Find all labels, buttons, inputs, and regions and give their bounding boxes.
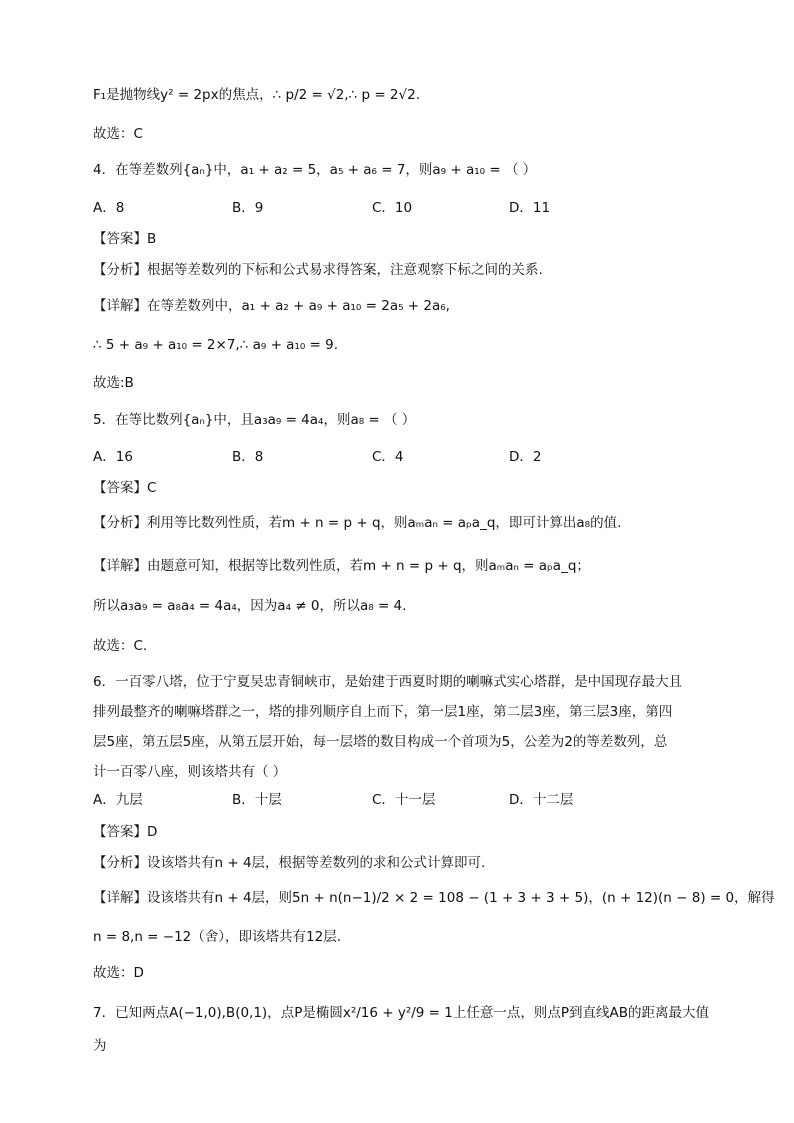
text-line: 4．在等差数列{aₙ}中，a₁ + a₂ = 5，a₅ + a₆ = 7，则a₉ + a₁₀ = （ ） [93, 162, 537, 178]
text-line: n = 8,n = −12（舍），即该塔共有12层. [93, 929, 341, 945]
text-line: 所以a₃a₉ = a₈a₄ = 4a₄，因为a₄ ≠ 0，所以a₈ = 4. [93, 598, 407, 614]
text-line: 计一百零八座，则该塔共有（ ） [93, 764, 287, 780]
answer-option: D．2 [509, 449, 542, 465]
text-line: 【分析】根据等差数列的下标和公式易求得答案，注意观察下标之间的关系. [93, 262, 543, 278]
text-line: 层5座，第五层5座，从第五层开始，每一层塔的数目构成一个首项为5，公差为2的等差数列，总 [93, 734, 668, 750]
text-line: 故选：C [93, 126, 143, 142]
text-line: 为 [93, 1038, 107, 1054]
text-line: 【详解】设该塔共有n + 4层，则5n + n(n−1)/2 × 2 = 108 − (1 + 3 + 3 + 5)，(n + 12)(n − 8) = 0，解得 [93, 890, 775, 906]
answer-option: B．十层 [232, 792, 282, 808]
answer-option: C．4 [372, 449, 404, 465]
text-line: 【答案】D [93, 824, 158, 840]
answer-option: D．十二层 [509, 792, 574, 808]
text-line: 【分析】利用等比数列性质，若m + n = p + q，则aₘaₙ = aₚa_q，即可计算出a₈的值. [93, 515, 622, 531]
answer-option: A．8 [93, 200, 125, 216]
text-line: 故选：C. [93, 638, 148, 654]
text-line: 故选:B [93, 375, 134, 391]
text-line: 【详解】在等差数列中，a₁ + a₂ + a₉ + a₁₀ = 2a₅ + 2a₆, [93, 298, 450, 314]
text-line: 【分析】设该塔共有n + 4层，根据等差数列的求和公式计算即可. [93, 855, 486, 871]
text-line: 故选：D [93, 965, 144, 981]
answer-option: B．8 [232, 449, 264, 465]
answer-option: C．十一层 [372, 792, 436, 808]
text-line: F₁是抛物线y² = 2px的焦点，∴ p/2 = √2,∴ p = 2√2. [93, 87, 420, 103]
answer-option: B．9 [232, 200, 264, 216]
text-line: 5．在等比数列{aₙ}中，且a₃a₉ = 4a₄，则a₈ = （ ） [93, 412, 416, 428]
text-line: 7．已知两点A(−1,0),B(0,1)，点P是椭圆x²/16 + y²/9 = 1上任意一点，则点P到直线AB的距离最大值 [93, 1005, 710, 1021]
text-line: 排列最整齐的喇嘛塔群之一，塔的排列顺序自上而下，第一层1座，第二层3座，第三层3座，第四 [93, 704, 673, 720]
text-line: ∴ 5 + a₉ + a₁₀ = 2×7,∴ a₉ + a₁₀ = 9. [93, 337, 339, 353]
answer-option: A．16 [93, 449, 133, 465]
answer-option: C．10 [372, 200, 413, 216]
text-line: 【答案】C [93, 480, 157, 496]
answer-option: D．11 [509, 200, 551, 216]
text-line: 6．一百零八塔，位于宁夏吴忠青铜峡市，是始建于西夏时期的喇嘛式实心塔群，是中国现存最大且 [93, 674, 683, 690]
text-line: 【详解】由题意可知，根据等比数列性质，若m + n = p + q，则aₘaₙ = aₚa_q； [93, 558, 590, 574]
text-line: 【答案】B [93, 231, 157, 247]
answer-option: A．九层 [93, 792, 143, 808]
